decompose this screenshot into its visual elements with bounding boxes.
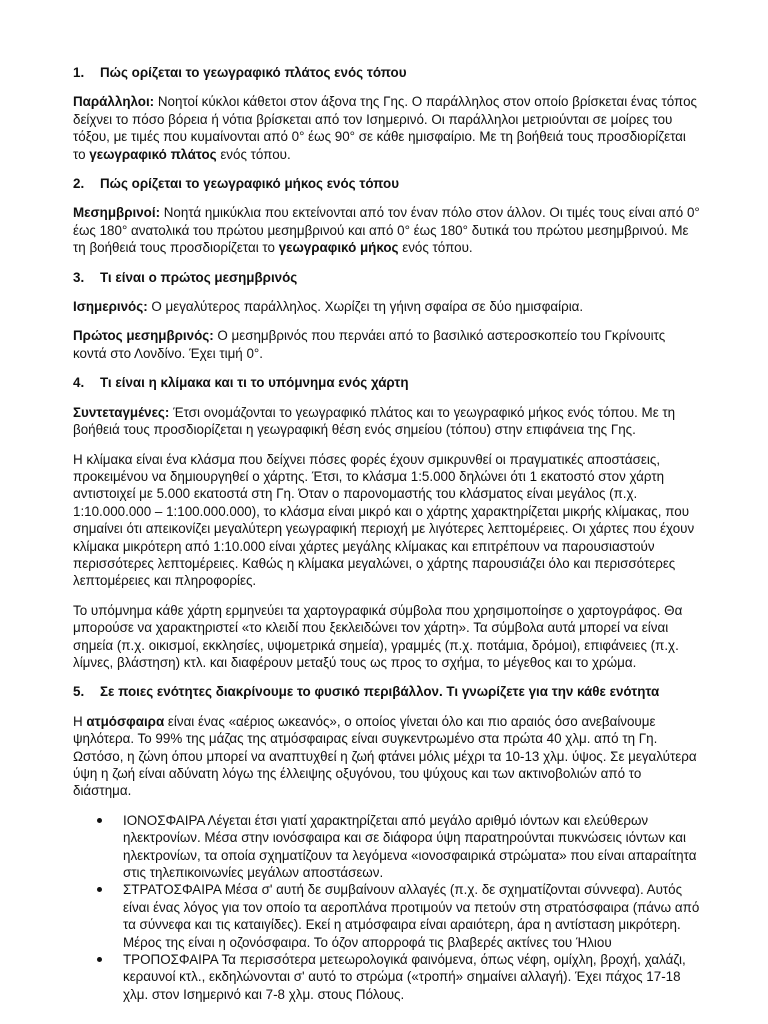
heading-text: Σε ποιες ενότητες διακρίνουμε το φυσικό περιβάλλον. Τι γνωρίζετε για την κάθε ενότητα: [100, 684, 660, 700]
heading-number: 3.: [73, 269, 85, 285]
paragraph-text: Νοητά ημικύκλια που εκτείνονται από τον έναν πόλο στον άλλον. Οι τιμές τους είναι από 0° έως 180° ανατολικά του πρώτου μεσημβρινού και από 0° έως 180° δυτικά του πρώτου μεσημβρινού. Με τη βοήθειά τους προσδιορίζεται το: [73, 205, 700, 256]
list-item-ionosphere: ΙΟΝΟΣΦΑΙΡΑ Λέγεται έτσι γιατί χαρακτηρίζεται από μεγάλο αριθμό ιόντων και ελεύθερων ηλεκτρονίων. Μέσα στην ιονόσφαιρα και σε διάφορα ύψη παρατηρούνται πυκνώσεις ιόντων και ηλεκτρονίων, τα οποία σχηματίζουν τα λεγόμενα «ιονοσφαιρικά στρώματα» που είναι απαραίτητα στις τηλεπικοινωνίες μεγάλων αποστάσεων.: [123, 812, 702, 882]
paragraph-text: Ο μεσημβρινός που περνάει από το βασιλικό αστεροσκοπείο του Γκρίνουιτς κοντά στο Λονδίνο. Έχει τιμή 0°.: [73, 328, 666, 361]
paragraph-text: ενός τόπου.: [398, 240, 473, 256]
term-label: Μεσημβρινοί:: [73, 205, 161, 221]
paragraph-text: ενός τόπου.: [216, 146, 291, 162]
paragraph-text: Η: [73, 713, 87, 729]
heading-text: Πώς ορίζεται το γεωγραφικό πλάτος ενός τόπου: [100, 65, 407, 80]
paragraph-equator: [73, 298, 702, 315]
list-item-troposphere: ΤΡΟΠΟΣΦΑΙΡΑ Τα περισσότερα μετεωρολογικά φαινόμενα, όπως νέφη, ομίχλη, βροχή, χαλάζι, κεραυνοί κτλ., εκδηλώνονται σ' αυτό το στρώμα («τροπή» σημαίνει αλλαγή). Έχει πάχος 17-18 χλμ. στον Ισημερινό και 7-8 χλμ. στους Πόλους.: [123, 951, 702, 1003]
paragraph-coordinates: [73, 404, 702, 439]
paragraph-text: Ο μεγαλύτερος παράλληλος. Χωρίζει τη γήινη σφαίρα σε δύο ημισφαίρια.: [147, 299, 584, 315]
paragraph-text: Νοητοί κύκλοι κάθετοι στον άξονα της Γης. Ο παράλληλος στον οποίο βρίσκεται ένας τόπος δείχνει το πόσο βόρεια ή νότια βρίσκεται από τον Ισημερινό. Οι παράλληλοι μετριούνται σε μοίρες του τόξου, με τιμές που κυμαίνονται από 0° έως 90° σε κάθε ημισφαίριο. Με τη βοήθειά τους προσδιορίζεται το: [73, 94, 697, 162]
bold-term: γεωγραφικό μήκος: [278, 240, 399, 256]
heading-section-3: [73, 269, 702, 286]
paragraph-text: Έτσι ονομάζονται το γεωγραφικό πλάτος και το γεωγραφικό μήκος ενός τόπου. Με τη βοήθειά τους προσδιορίζεται η γεωγραφική θέση ενός σημείου (τόπου) στην επιφάνεια της Γης.: [73, 404, 676, 438]
paragraph-atmosphere: [73, 713, 702, 800]
paragraph-meridians: [73, 204, 702, 256]
atmosphere-layers-list: [73, 812, 702, 1003]
heading-text: Τι είναι η κλίμακα και τι το υπόμνημα ενός χάρτη: [100, 375, 409, 391]
heading-section-5: [73, 683, 702, 700]
heading-text: Τι είναι ο πρώτος μεσημβρινός: [100, 269, 298, 285]
term-label: Συντεταγμένες:: [73, 404, 170, 420]
paragraph-text: είναι ένας «αέριος ωκεανός», ο οποίος γίνεται όλο και πιο αραιός όσο ανεβαίνουμε ψηλότερα. Το 99% της μάζας της ατμόσφαιρας είναι συγκεντρωμένο στα πρώτα 40 χλμ. από τη Γη. Ωστόσο, η ζώνη όπου μπορεί να αναπτυχθεί η ζωή φτάνει μόλις μέχρι τα 10-13 χλμ. ύψος. Σε μεγαλύτερα ύψη η ζωή είναι αδύνατη λόγω της έλλειψης οξυγόνου, του ψύχους και των ακτινοβολιών από το διάστημα.: [73, 713, 697, 799]
term-label: Ισημερινός:: [73, 299, 148, 315]
paragraph-scale: Η κλίμακα είναι ένα κλάσμα που δείχνει πόσες φορές έχουν σμικρυνθεί οι πραγματικές αποστάσεις, προκειμένου να δημιουργηθεί ο χάρτης. Έτσι, το κλάσμα 1:5.000 δηλώνει ότι 1 εκατοστό στον χάρτη αντιστοιχεί με 5.000 εκατοστά στη Γη. Όταν ο παρονομαστής του κλάσματος είναι μεγάλος (π.χ. 1:10.000.000 – 1:100.000.000), το κλάσμα είναι μικρό και ο χάρτης χαρακτηρίζεται μικρής κλίμακας, που σημαίνει ότι απεικονίζει μεγαλύτερη γεωγραφική περιοχή με λιγότερες λεπτομέρειες. Οι χάρτες που έχουν κλίμακα μικρότερη από 1:10.000 είναι χάρτες μεγάλης κλίμακας και επιτρέπουν να παρουσιαστούν περισσότερες λεπτομέρειες. Καθώς η κλίμακα μεγαλώνει, ο χάρτης παρουσιάζει όλο και περισσότερες λεπτομέρειες και πληροφορίες.: [73, 451, 695, 589]
paragraph-legend: Το υπόμνημα κάθε χάρτη ερμηνεύει τα χαρτογραφικά σύμβολα που χρησιμοποίησε ο χαρτογράφος. Θα μπορούσε να χαρακτηριστεί «το κλειδί που ξεκλειδώνει τον χάρτη». Τα σύμβολα αυτά μπορεί να είναι σημεία (π.χ. οικισμοί, εκκλησίες, υψομετρικά σημεία), γραμμές (π.χ. ποτάμια, δρόμοι), επιφάνειες (π.χ. λίμνες, βλάστηση) κτλ. και διαφέρουν μεταξύ τους ως προς το σχήμα, το μέγεθος και το χρώμα.: [73, 602, 683, 670]
heading-number: 1.: [73, 65, 85, 80]
heading-number: 2.: [73, 176, 85, 192]
paragraph-parallels: [73, 93, 702, 163]
heading-section-1: [73, 64, 702, 81]
heading-number: 4.: [73, 375, 85, 391]
heading-number: 5.: [73, 684, 85, 700]
list-item-stratosphere: ΣΤΡΑΤΟΣΦΑΙΡΑ Μέσα σ' αυτή δε συμβαίνουν αλλαγές (π.χ. δε σχηματίζονται σύννεφα). Αυτός είναι ένας λόγος για τον οποίο τα αεροπλάνα προτιμούν να πετούν στη στρατόσφαιρα (πάνω από τα σύννεφα και τις καταιγίδες). Εκεί η ατμόσφαιρα είναι αραιότερη, άρα η αντίσταση μικρότερη. Μέρος της είναι η οζονόσφαιρα. Το όζον απορροφά τις βλαβερές ακτίνες του Ήλιου: [123, 881, 702, 951]
term-label: Παράλληλοι:: [73, 94, 155, 110]
heading-text: Πώς ορίζεται το γεωγραφικό μήκος ενός τόπου: [100, 176, 400, 192]
paragraph-prime-meridian: [73, 327, 702, 362]
bold-term: γεωγραφικό πλάτος: [89, 146, 217, 162]
heading-section-4: [73, 374, 702, 391]
term-label: Πρώτος μεσημβρινός:: [73, 328, 214, 344]
heading-section-2: [73, 175, 702, 192]
bold-term: ατμόσφαιρα: [86, 713, 165, 729]
